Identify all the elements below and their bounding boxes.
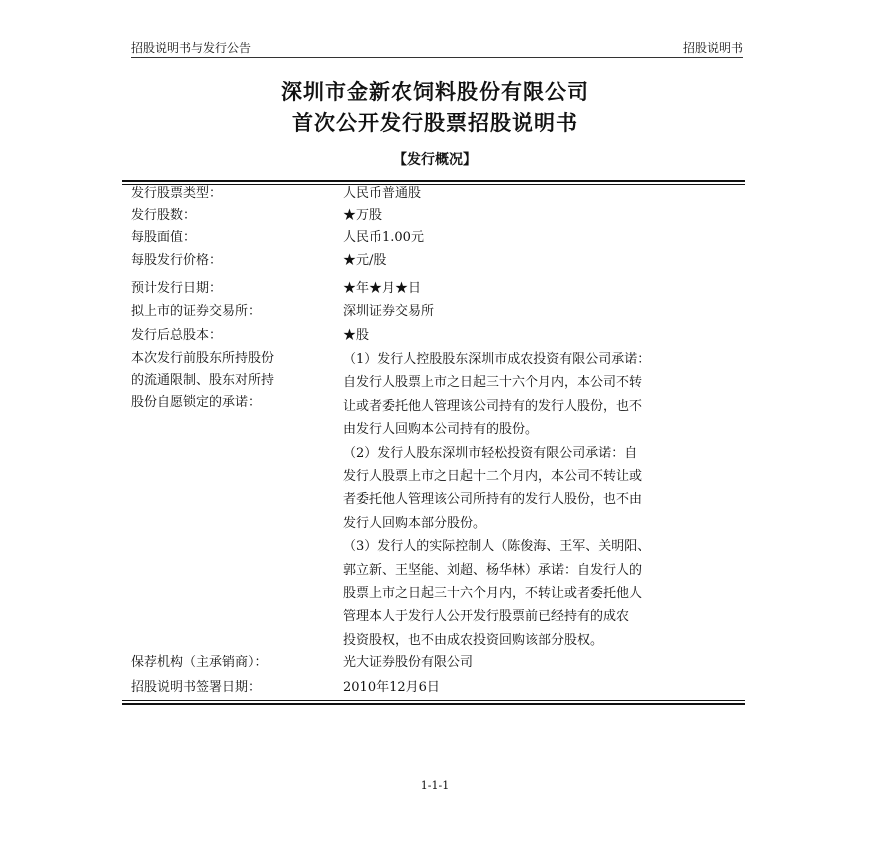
lockup-line: （3）发行人的实际控制人（陈俊海、王军、关明阳、 xyxy=(343,539,651,555)
row-value: 人民币1.00元 xyxy=(343,230,424,245)
lockup-line: （1）发行人控股股东深圳市成农投资有限公司承诺： xyxy=(343,352,651,367)
lockup-line: （2）发行人股东深圳市轻松投资有限公司承诺：自 xyxy=(343,445,638,461)
row-label: 招股说明书签署日期： xyxy=(131,680,262,695)
header-left: 招股说明书与发行公告 xyxy=(131,41,252,55)
row-label: 预计发行日期： xyxy=(131,281,223,296)
row-label: 拟上市的证券交易所： xyxy=(131,304,262,319)
row-label: 保荐机构（主承销商）： xyxy=(131,655,268,670)
row-value: ★股 xyxy=(343,328,370,343)
row-value: 2010年12月6日 xyxy=(343,680,440,695)
table-bottom-rule-thin xyxy=(122,700,745,701)
row-label: 发行后总股本： xyxy=(131,328,223,343)
row-value: 人民币普通股 xyxy=(343,186,422,201)
lockup-line: 郭立新、王坚能、刘超、杨华林）承诺：自发行人的 xyxy=(343,562,643,578)
header-right: 招股说明书 xyxy=(682,41,743,55)
lockup-line: 自发行人股票上市之日起三十六个月内，本公司不转 xyxy=(343,375,643,391)
row-label: 发行股数： xyxy=(131,208,197,223)
lockup-label-line: 本次发行前股东所持股份 xyxy=(131,351,275,366)
lockup-line: 发行人回购本部分股份。 xyxy=(343,515,487,531)
row-value: ★元/股 xyxy=(343,253,387,268)
lockup-line: 管理本人于发行人公开发行股票前已经持有的成农 xyxy=(343,609,630,625)
lockup-line: 者委托他人管理该公司所持有的发行人股份，也不由 xyxy=(343,492,643,508)
lockup-label-line: 股份自愿锁定的承诺： xyxy=(131,395,262,410)
row-value: ★年★月★日 xyxy=(343,281,422,296)
row-label: 每股面值： xyxy=(131,230,197,245)
lockup-line: 让或者委托他人管理该公司持有的发行人股份，也不 xyxy=(343,398,643,414)
lockup-line: 投资股权，也不由成农投资回购该部分股权。 xyxy=(343,632,604,648)
lockup-label xyxy=(131,348,336,414)
section-subtitle: 【发行概况】 xyxy=(393,152,477,168)
lockup-label-line: 的流通限制、股东对所持 xyxy=(131,373,275,388)
row-label: 每股发行价格： xyxy=(131,253,223,268)
table-bottom-rule xyxy=(122,703,745,705)
document-title-main: 首次公开发行股票招股说明书 xyxy=(292,111,578,135)
document-title-company: 深圳市金新农饲料股份有限公司 xyxy=(281,80,589,104)
page-number: 1-1-1 xyxy=(420,779,450,792)
page-header xyxy=(131,39,743,57)
lockup-line: 发行人股票上市之日起十二个月内，本公司不转让或 xyxy=(343,469,643,485)
header-rule xyxy=(131,57,743,58)
lockup-line: 由发行人回购本公司持有的股份。 xyxy=(343,422,539,438)
table-top-rule xyxy=(122,180,745,182)
row-value: 深圳证券交易所 xyxy=(343,304,435,319)
lockup-line: 股票上市之日起三十六个月内，不转让或者委托他人 xyxy=(343,586,643,602)
row-value: 光大证券股份有限公司 xyxy=(343,655,474,670)
lockup-text xyxy=(343,348,743,652)
row-label: 发行股票类型： xyxy=(131,186,223,201)
row-value: ★万股 xyxy=(343,208,383,223)
